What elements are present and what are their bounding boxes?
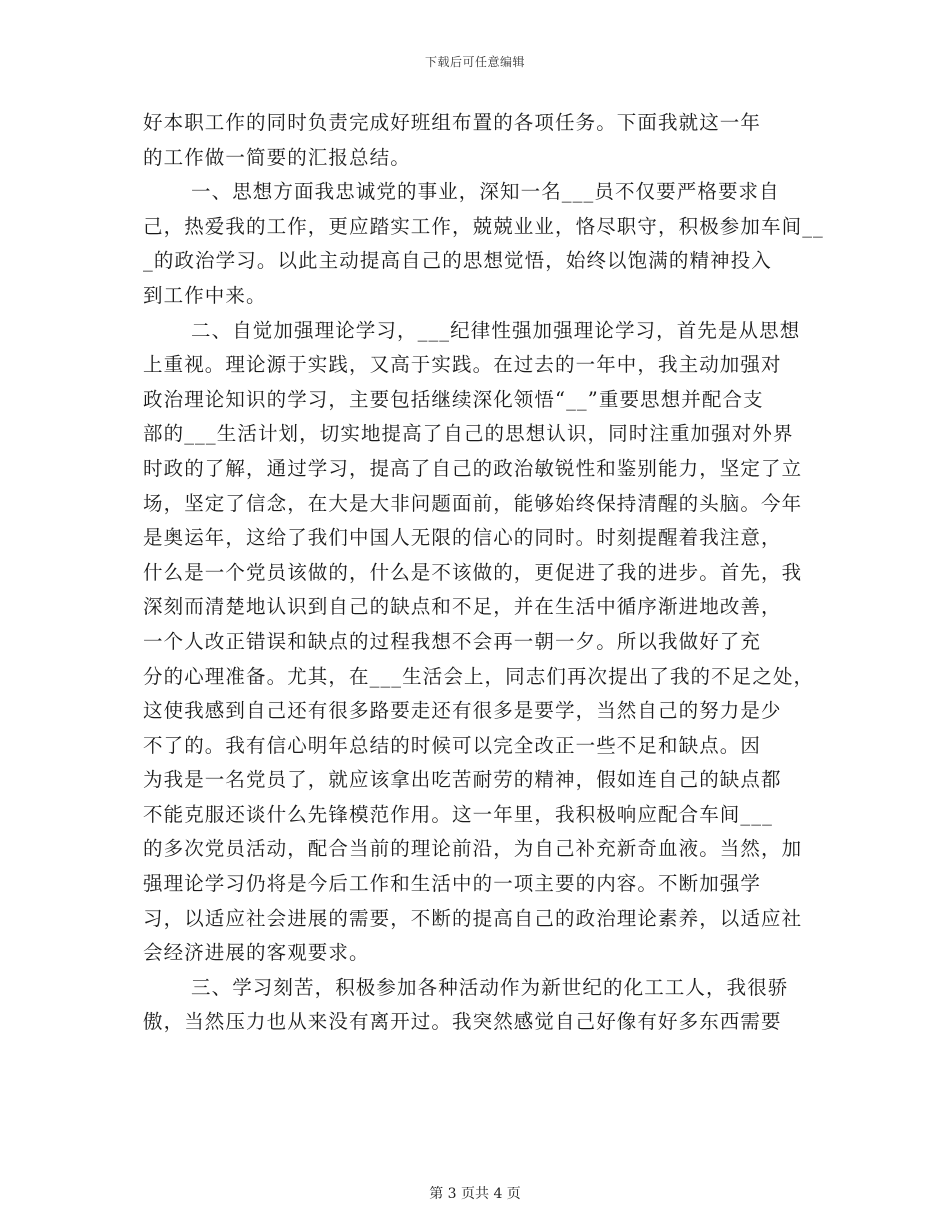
paragraph-start-line: 二、自觉加强理论学习，___纪律性强加强理论学习，首先是从思想: [191, 318, 801, 342]
text-line: _的政治学习。以此主动提高自己的思想觉悟，始终以饱满的精神投入: [143, 249, 772, 273]
text-line: 部的___生活计划，切实地提高了自己的思想认识，同时注重加强对外界: [143, 422, 794, 446]
document-body: [143, 106, 824, 1040]
text-line: 强理论学习仍将是今后工作和生活中的一项主要的内容。不断加强学: [143, 872, 762, 896]
text-line: 是奥运年，这给了我们中国人无限的信心的同时。时刻提醒着我注意，: [143, 526, 782, 550]
page-number-footer: 第 3 页共 4 页: [429, 1186, 521, 1202]
text-line: 己，热爱我的工作，更应踏实工作，兢兢业业，恪尽职守，积极参加车间__: [143, 214, 824, 238]
text-line: 会经济进展的客观要求。: [143, 941, 370, 965]
text-line: 为我是一名党员了，就应该拿出吃苦耐劳的精神，假如连自己的缺点都: [143, 768, 782, 792]
text-line: 这使我感到自己还有很多路要走还有很多是要学，当然自己的努力是少: [143, 699, 782, 723]
text-line: 分的心理准备。尤其，在___生活会上，同志们再次提出了我的不足之处，: [143, 664, 815, 688]
text-line: 不能克服还谈什么先锋模范作用。这一年里，我积极响应配合车间___: [143, 802, 773, 826]
text-line: 好本职工作的同时负责完成好班组布置的各项任务。下面我就这一年: [143, 111, 762, 134]
text-line: 习，以适应社会进展的需要，不断的提高自己的政治理论素养，以适应社: [143, 906, 803, 930]
page-header: 下载后可任意编辑: [424, 55, 525, 69]
paragraph-start-line: 三、学习刻苦，积极参加各种活动作为新世纪的化工工人，我很骄: [191, 975, 789, 999]
text-line: 什么是一个党员该做的，什么是不该做的，更促进了我的进步。首先，我: [143, 560, 803, 584]
text-line: 傲，当然压力也从来没有离开过。我突然感觉自己好像有好多东西需要: [143, 1010, 782, 1034]
text-line: 场，坚定了信念，在大是大非问题面前，能够始终保持清醒的头脑。今年: [143, 491, 803, 515]
text-line: 深刻而清楚地认识到自己的缺点和不足，并在生活中循序渐进地改善，: [143, 595, 782, 619]
text-line: 一个人改正错误和缺点的过程我想不会再一朝一夕。所以我做好了充: [143, 629, 762, 653]
paragraph-start-line: 一、思想方面我忠诚党的事业，深知一名___员不仅要严格要求自: [191, 180, 780, 204]
text-line: 时政的了解，通过学习，提高了自己的政治敏锐性和鉴别能力，坚定了立: [143, 456, 803, 480]
text-line: 的多次党员活动，配合当前的理论前沿，为自己补充新奇血液。当然，加: [143, 837, 803, 861]
text-line: 到工作中来。: [143, 283, 267, 307]
text-line: 上重视。理论源于实践，又高于实践。在过去的一年中，我主动加强对: [143, 353, 782, 377]
text-line: 政治理论知识的学习，主要包括继续深化领悟“__”重要思想并配合支: [143, 387, 764, 411]
text-line: 不了的。我有信心明年总结的时候可以完全改正一些不足和缺点。因: [143, 733, 762, 757]
text-line: 的工作做一简要的汇报总结。: [143, 145, 411, 169]
